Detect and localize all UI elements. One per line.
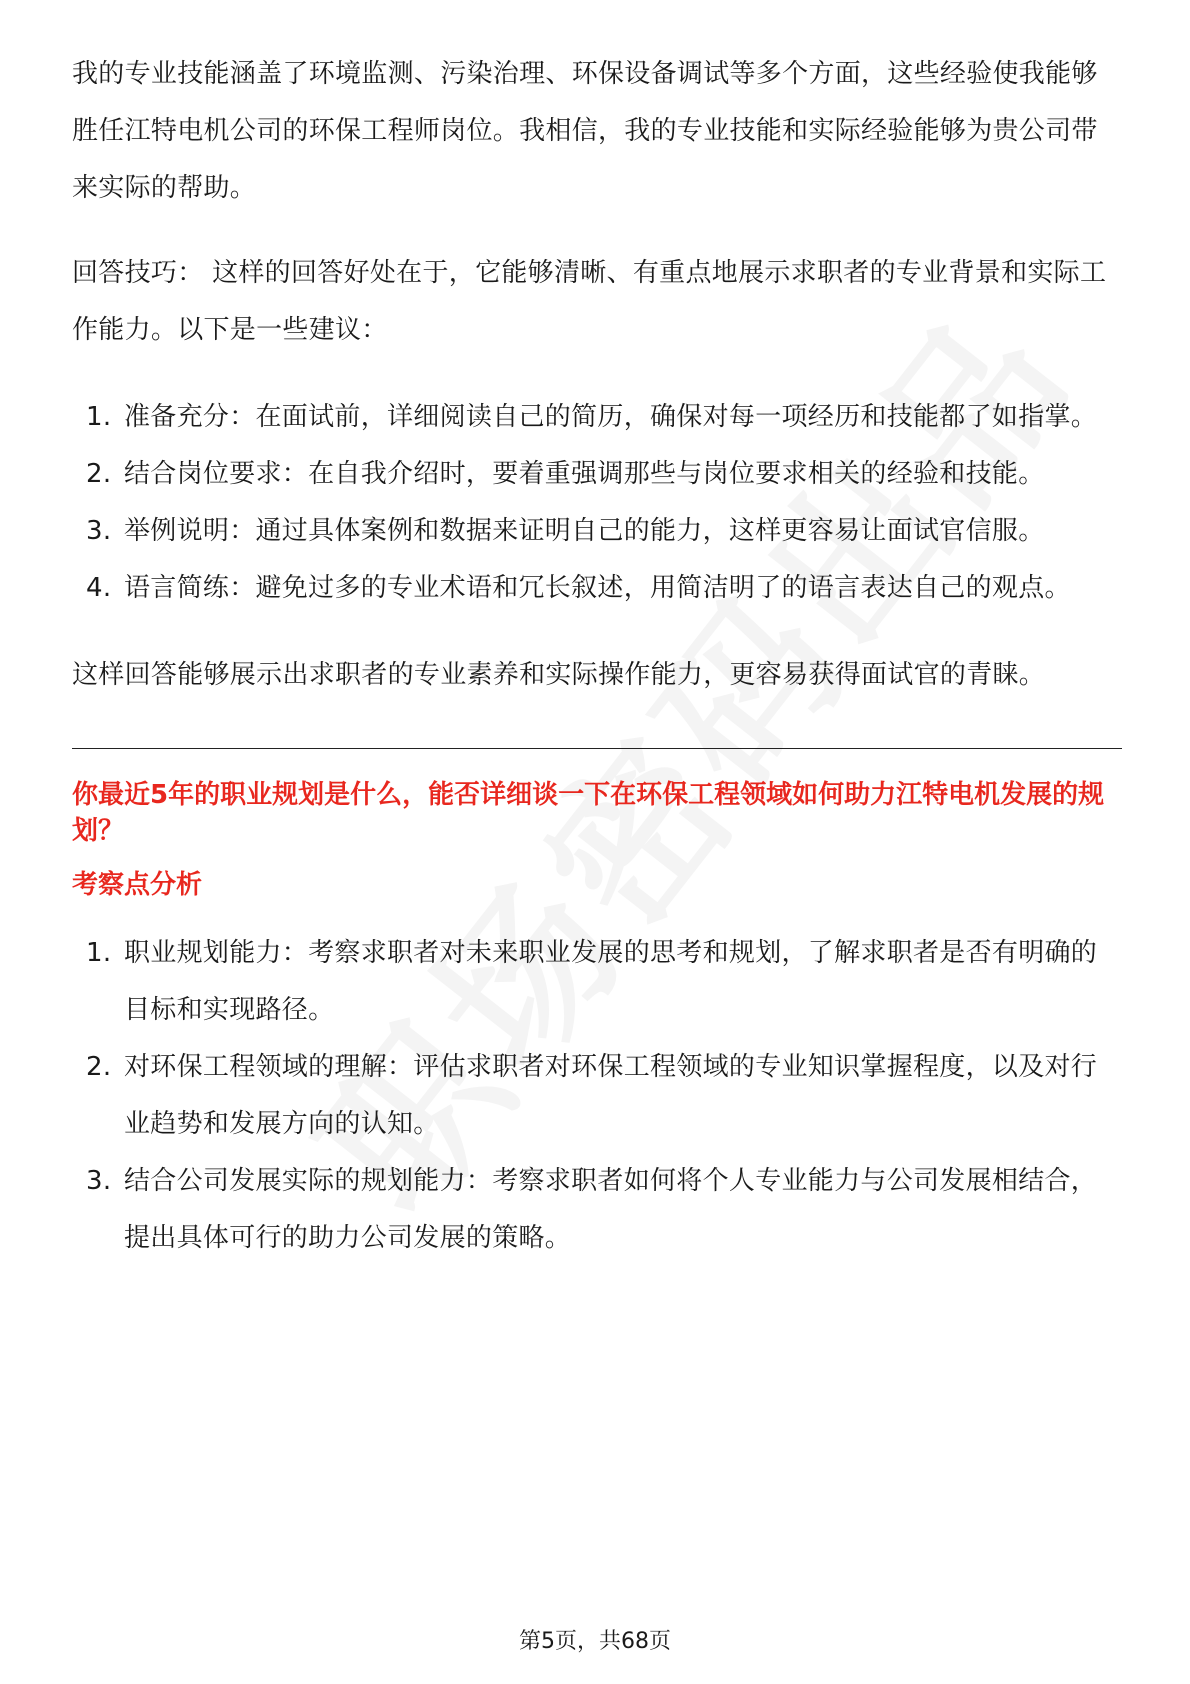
section-divider: [72, 748, 1122, 749]
intro-paragraph: 我的专业技能涵盖了环境监测、污染治理、环保设备调试等多个方面，这些经验使我能够胜任江特电机公司的环保工程师岗位。我相信，我的专业技能和实际经验能够为贵公司带来实际的帮助。: [72, 59, 1098, 203]
list-number: 2.: [86, 1052, 112, 1082]
list-item: [72, 446, 1122, 503]
list-text: 职业规划能力：考察求职者对未来职业发展的思考和规划，了解求职者是否有明确的目标和实现路径。: [124, 938, 1098, 1025]
list-number: 1.: [86, 938, 112, 968]
list-text: 语言简练：避免过多的专业术语和冗长叙述，用简洁明了的语言表达自己的观点。: [124, 573, 1071, 603]
list-number: 3.: [86, 516, 112, 546]
list-item: [72, 1039, 1122, 1153]
list-text: 举例说明：通过具体案例和数据来证明自己的能力，这样更容易让面试官信服。: [124, 516, 1045, 546]
list-item: [72, 1153, 1122, 1267]
tips-paragraph: 回答技巧： 这样的回答好处在于，它能够清晰、有重点地展示求职者的专业背景和实际工作能力。以下是一些建议：: [72, 258, 1107, 345]
list-text: 对环保工程领域的理解：评估求职者对环保工程领域的专业知识掌握程度，以及对行业趋势和发展方向的认知。: [124, 1052, 1098, 1139]
list-number: 4.: [86, 573, 112, 603]
list-text: 结合岗位要求：在自我介绍时，要着重强调那些与岗位要求相关的经验和技能。: [124, 459, 1045, 489]
list-item: [72, 925, 1122, 1039]
tips-list: [72, 389, 1122, 617]
list-number: 2.: [86, 459, 112, 489]
list-item: [72, 389, 1122, 446]
list-text: 结合公司发展实际的规划能力：考察求职者如何将个人专业能力与公司发展相结合，提出具体可行的助力公司发展的策略。: [124, 1166, 1098, 1253]
page-footer: 第5页，共68页: [519, 1629, 671, 1654]
list-item: [72, 503, 1122, 560]
document-body: [72, 46, 1122, 1267]
list-item: [72, 560, 1122, 617]
list-number: 3.: [86, 1166, 112, 1196]
analysis-heading: 考察点分析: [72, 870, 203, 900]
list-number: 1.: [86, 402, 112, 432]
question-heading: 你最近5年的职业规划是什么，能否详细谈一下在环保工程领域如何助力江特电机发展的规划？: [72, 780, 1105, 846]
analysis-list: [72, 925, 1122, 1267]
conclusion-paragraph: 这样回答能够展示出求职者的专业素养和实际操作能力，更容易获得面试官的青睐。: [72, 660, 1046, 690]
list-text: 准备充分：在面试前，详细阅读自己的简历，确保对每一项经历和技能都了如指掌。: [124, 402, 1098, 432]
